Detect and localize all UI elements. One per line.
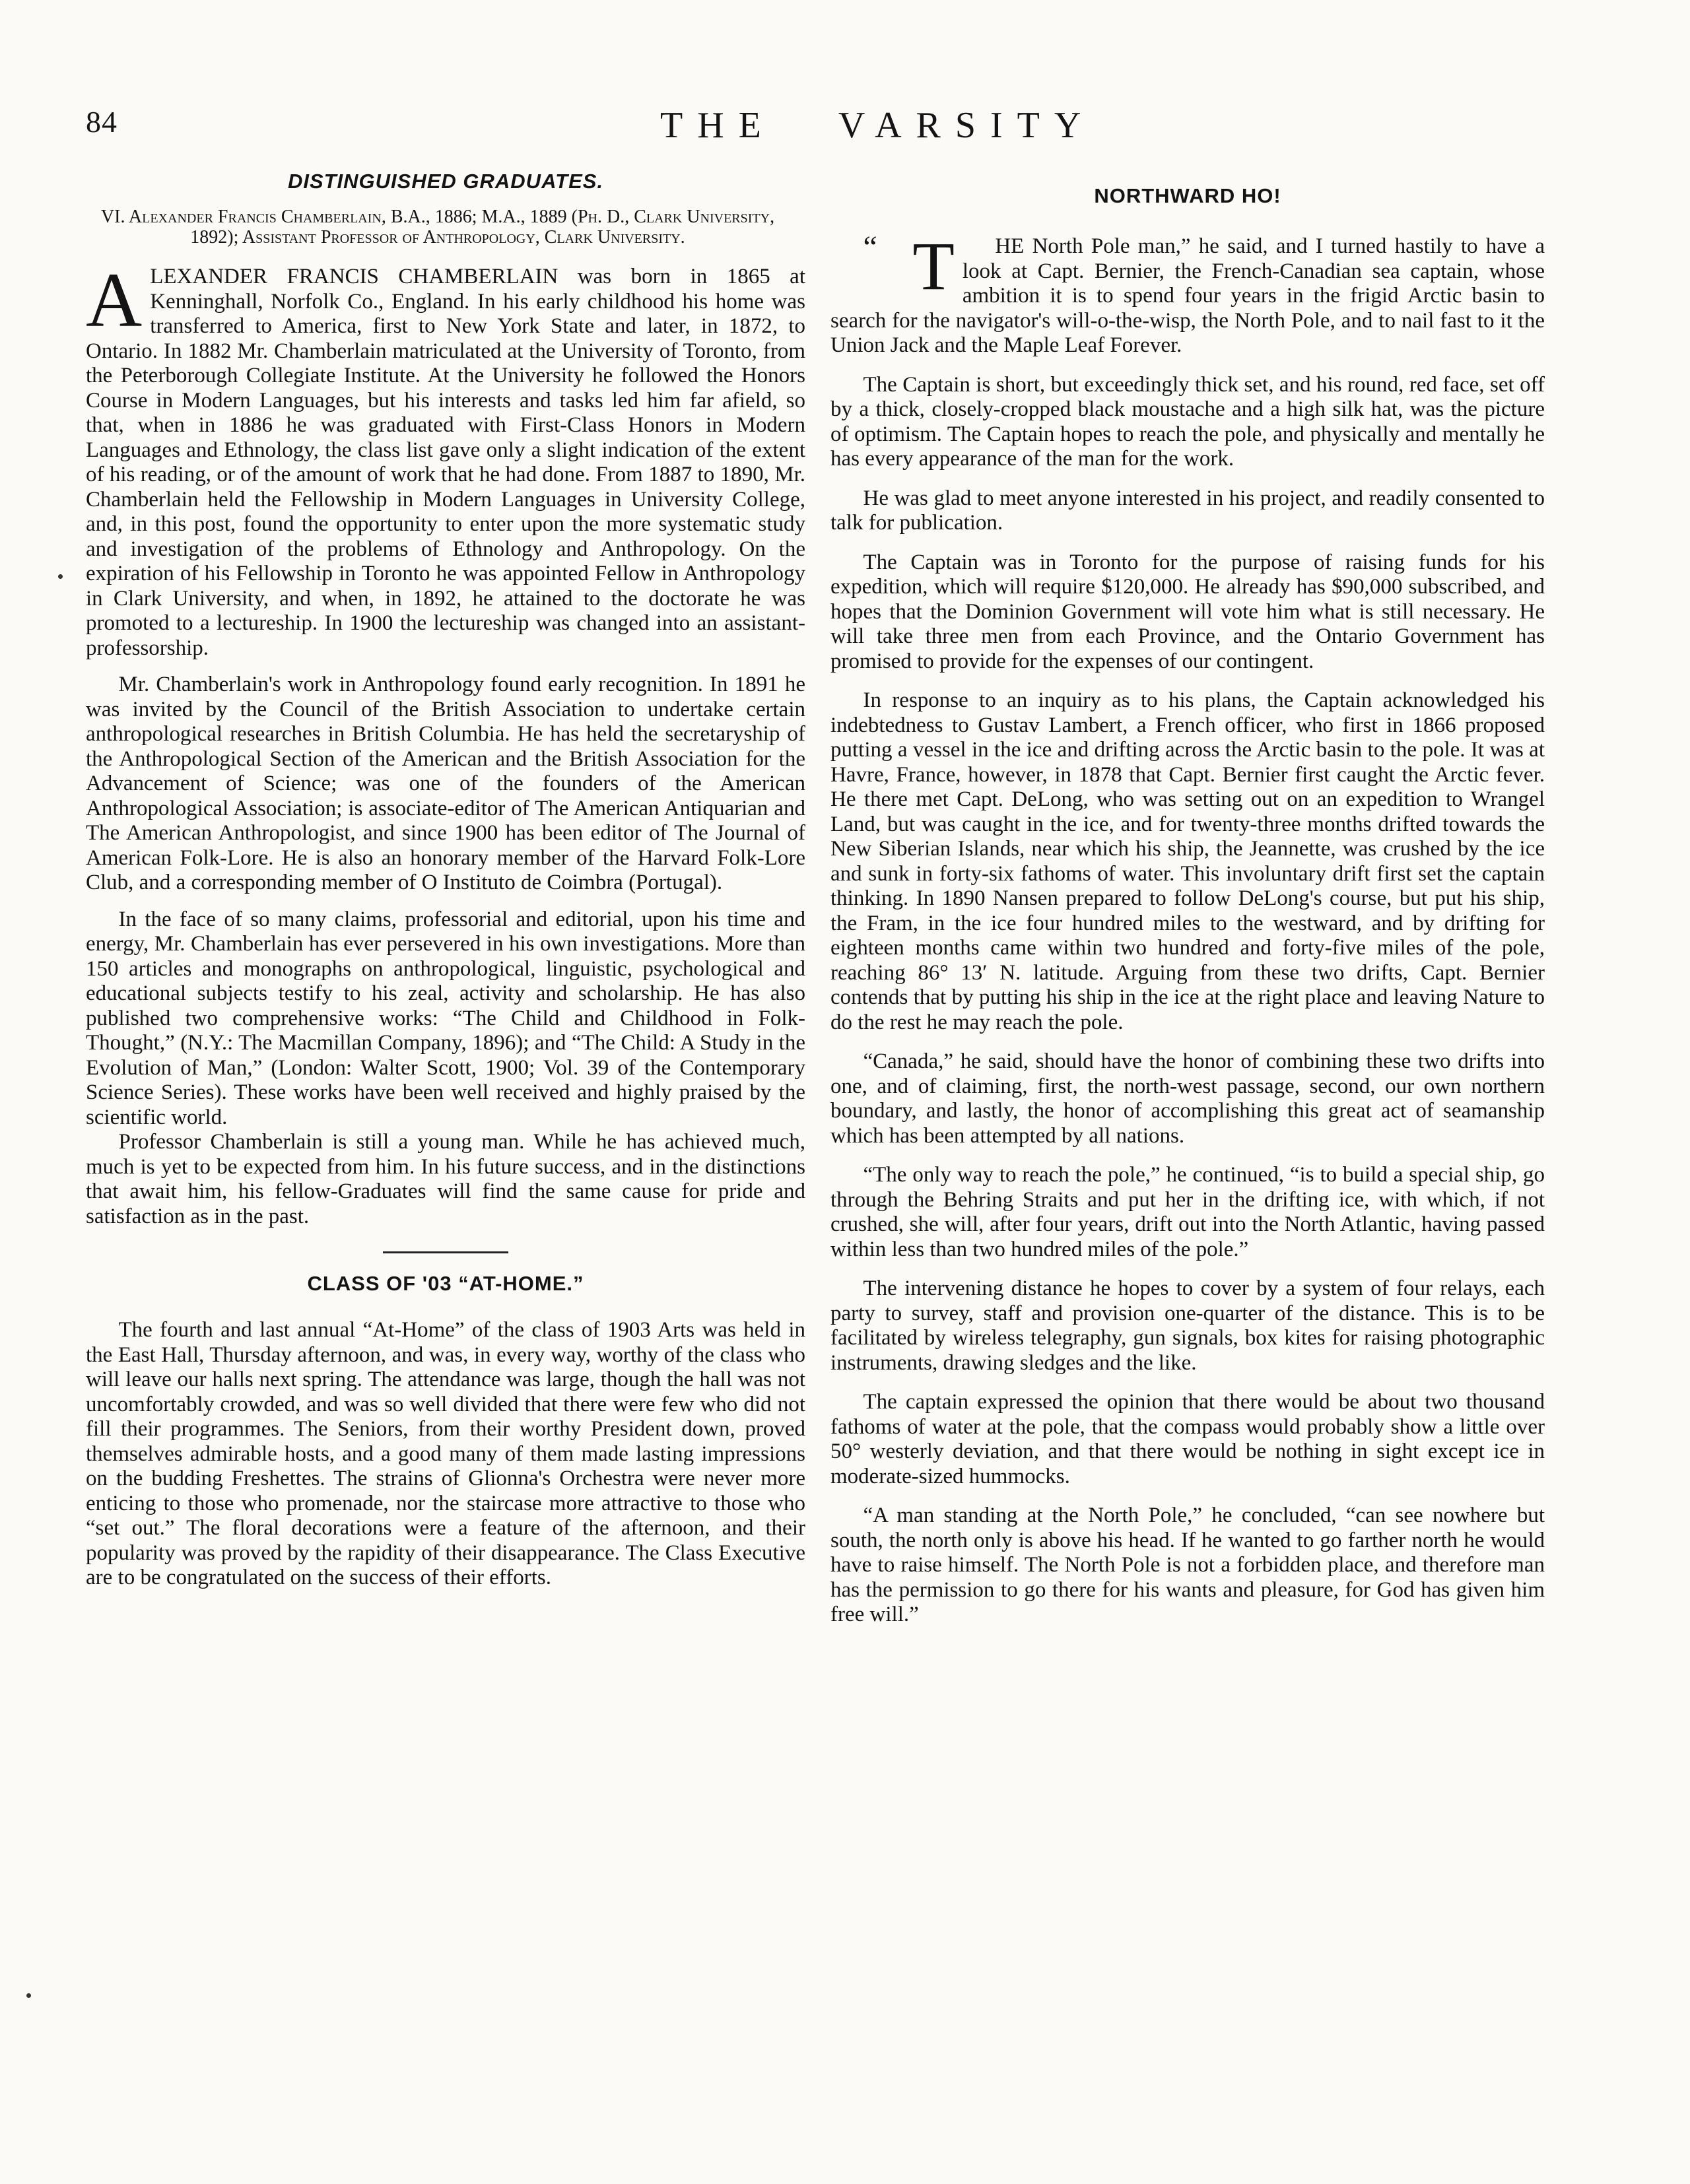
paragraph: The Captain is short, but exceedingly thick set, and his round, red face, set off by a thick, closely-cropped black moustache and a high silk hat, was the picture of optimism. The Captain hopes to reach the pole, and physically and mentally he has every appearance of the man for the work.	[830, 372, 1545, 471]
article-subtitle: VI. Alexander Francis Chamberlain, B.A., 1886; M.A., 1889 (Ph. D., Clark University, 1892); Assistant Professor of Anthropology, Clark University.	[100, 207, 775, 248]
article-title-northward-ho: NORTHWARD HO!	[1094, 184, 1281, 207]
paragraph: “A man standing at the North Pole,” he concluded, “can see nowhere but south, the north only is above his head. If he wanted to go farther north he would have to raise himself. The North Pole is not a forbidden place, and therefore man has the permission to go there for his wants and pleasure, for God has given him free will.”	[830, 1504, 1545, 1626]
right-column	[830, 168, 1545, 2122]
article-body-northward-ho	[830, 228, 1545, 1628]
article-body-class-at-home	[86, 1318, 805, 1591]
paragraph: The captain expressed the opinion that there would be about two thousand fathoms of water at the pole, that the compass would probably show a little over 50° westerly deviation, and that there would be nothing in sight except ice in moderate-sized hummocks.	[830, 1390, 1545, 1488]
paragraph	[86, 257, 805, 661]
article-title-class-at-home: CLASS OF '03 “AT-HOME.”	[307, 1272, 584, 1295]
left-column	[86, 168, 805, 2122]
drop-cap: T	[912, 228, 955, 304]
paragraph: In response to an inquiry as to his plans, the Captain acknowledged his indebtedness to Gustav Lambert, a French officer, who first in 1866 proposed putting a vessel in the ice and drifting across the Arctic basin to the pole. It was at Havre, France, however, in 1878 that Capt. Bernier first caught the Arctic fever. He there met Capt. DeLong, who was setting out on an expedition to Wrangel Land, but was caught in the ice, and for twenty-three months drifted towards the New Siberian Islands, near which his ship, the Jeannette, was crushed by the ice and sunk in forty-six fathoms of water. This involuntary drift first set the captain thinking. In 1890 Nansen prepared to follow DeLong's course, but put his ship, the Fram, in the ice four hundred miles to the westward, and by drifting for eighteen months came within two hundred and forty-five miles of the pole, reaching 86° 13′ N. latitude. Arguing from these two drifts, Capt. Bernier contends that by putting his ship in the ice at the right place and leaving Nature to do the rest he may reach the pole.	[830, 688, 1545, 1034]
paragraph: The fourth and last annual “At-Home” of the class of 1903 Arts was held in the East Hall, Thursday afternoon, and was, in every way, worthy of the class who will leave our halls next spring. The attendance was large, though the hall was not uncomfortably crowded, and was so well divided that there were few who did not fill their programmes. The Seniors, from their worthy President down, proved themselves admirable hosts, and a good many of them made lasting impressions on the budding Freshettes. The strains of Glionna's Orchestra were never more enticing to those who promenade, nor the staircase more attractive to those who “set out.” The floral decorations were a feature of the afternoon, and their popularity was proved by the rapidity of their disappearance. The Class Executive are to be congratulated on the success of their efforts.	[86, 1318, 805, 1589]
paragraph: He was glad to meet anyone interested in his project, and readily consented to talk for publication.	[830, 486, 1545, 535]
masthead-title: THE VARSITY	[660, 105, 1096, 146]
paragraph-text: LEXANDER FRANCIS CHAMBERLAIN was born in 1865 at Kenninghall, Norfolk Co., England. In his early childhood his home was transferred to America, first to New York State and later, in 1872, to Ontario. In 1882 Mr. Chamberlain matriculated at the University of Toronto, from the Peterborough Collegiate Institute. At the University he followed the Honors Course in Modern Languages, but his interests and tasks led him far afield, so that, when in 1886 he was graduated with First-Class Honors in Modern Languages and Ethnology, the class list gave only a slight indication of the extent of his reading, or of the amount of work that he had done. From 1887 to 1890, Mr. Chamberlain held the Fellowship in Modern Languages in University College, and, in this post, found the opportunity to enter upon the more systematic study and investigation of the problems of Ethnology and Anthropology. On the expiration of his Fellowship in Toronto he was appointed Fellow in Anthropology in Clark University, and when, in 1892, he attained to the doctorate he was promoted to a lectureship. In 1900 the lectureship was changed into an assistant-professorship.	[86, 265, 805, 660]
paragraph	[830, 228, 1545, 358]
paragraph: “Canada,” he said, should have the honor of combining these two drifts into one, and of claiming, first, the north-west passage, second, our own northern boundary, and lastly, the honor of accomplishing this great act of seamanship which has been attempted by all nations.	[830, 1049, 1545, 1148]
paragraph: In the face of so many claims, professorial and editorial, upon his time and energy, Mr. Chamberlain has ever persevered in his own investigations. More than 150 articles and monographs on anthropological, linguistic, psychological and educational subjects testify to his zeal, activity and scholarship. He has also published two comprehensive works: “The Child and Childhood in Folk-Thought,” (N.Y.: The Macmillan Company, 1896); and “The Child: A Study in the Evolution of Man,” (London: Walter Scott, 1900; Vol. 39 of the Contemporary Science Series). These works have been well received and highly praised by the scientific world.	[86, 907, 805, 1129]
margin-speck	[58, 574, 63, 579]
paragraph: Professor Chamberlain is still a young man. While he has achieved much, much is yet to be expected from him. In his future success, and in the distinctions that await him, his fellow-Graduates will find the same cause for pride and satisfaction as in the past.	[86, 1130, 805, 1228]
paragraph-text: HE North Pole man,” he said, and I turned hastily to have a look at Capt. Bernier, the French-Canadian sea captain, whose ambition it is to spend four years in the frigid Arctic basin to search for the navigator's will-o-the-wisp, the North Pole, and to nail fast to it the Union Jack and the Maple Leaf Forever.	[830, 234, 1545, 357]
article-body-distinguished-graduates	[86, 257, 805, 1229]
drop-cap: A	[86, 257, 143, 343]
section-divider	[383, 1251, 508, 1253]
paragraph: Mr. Chamberlain's work in Anthropology found early recognition. In 1891 he was invited by the Council of the British Association to undertake certain anthropological researches in British Columbia. He has held the secretaryship of the Anthropological Section of the American and the British Association for the Advancement of Science; was one of the founders of the American Anthropological Association; is associate-editor of The American Antiquarian and The American Anthropologist, and since 1900 has been editor of The Journal of American Folk-Lore. He is also an honorary member of the Harvard Folk-Lore Club, and a corresponding member of O Instituto de Coimbra (Portugal).	[86, 673, 805, 894]
page-header	[86, 104, 1624, 157]
margin-speck	[26, 1993, 31, 1998]
article-title-distinguished-graduates: DISTINGUISHED GRADUATES.	[287, 170, 604, 193]
page-number: 84	[86, 105, 118, 139]
paragraph: “The only way to reach the pole,” he continued, “is to build a special ship, go through the Behring Straits and put her in the drifting ice, with which, if not crushed, she will, after four years, drift out into the North Atlantic, having passed within less than two hundred miles of the pole.”	[830, 1163, 1545, 1261]
paragraph: The Captain was in Toronto for the purpose of raising funds for his expedition, which will require $120,000. He already has $90,000 subscribed, and hopes that the Dominion Government will vote him what is still necessary. He will take three men from each Province, and the Ontario Government has promised to provide for the expenses of our contingent.	[830, 550, 1545, 673]
opening-quote: “	[863, 230, 877, 265]
paragraph: The intervening distance he hopes to cover by a system of four relays, each party to survey, staff and provision one-quarter of the distance. This is to be facilitated by wireless telegraphy, gun signals, box kites for raising photographic instruments, drawing sledges and the like.	[830, 1276, 1545, 1375]
